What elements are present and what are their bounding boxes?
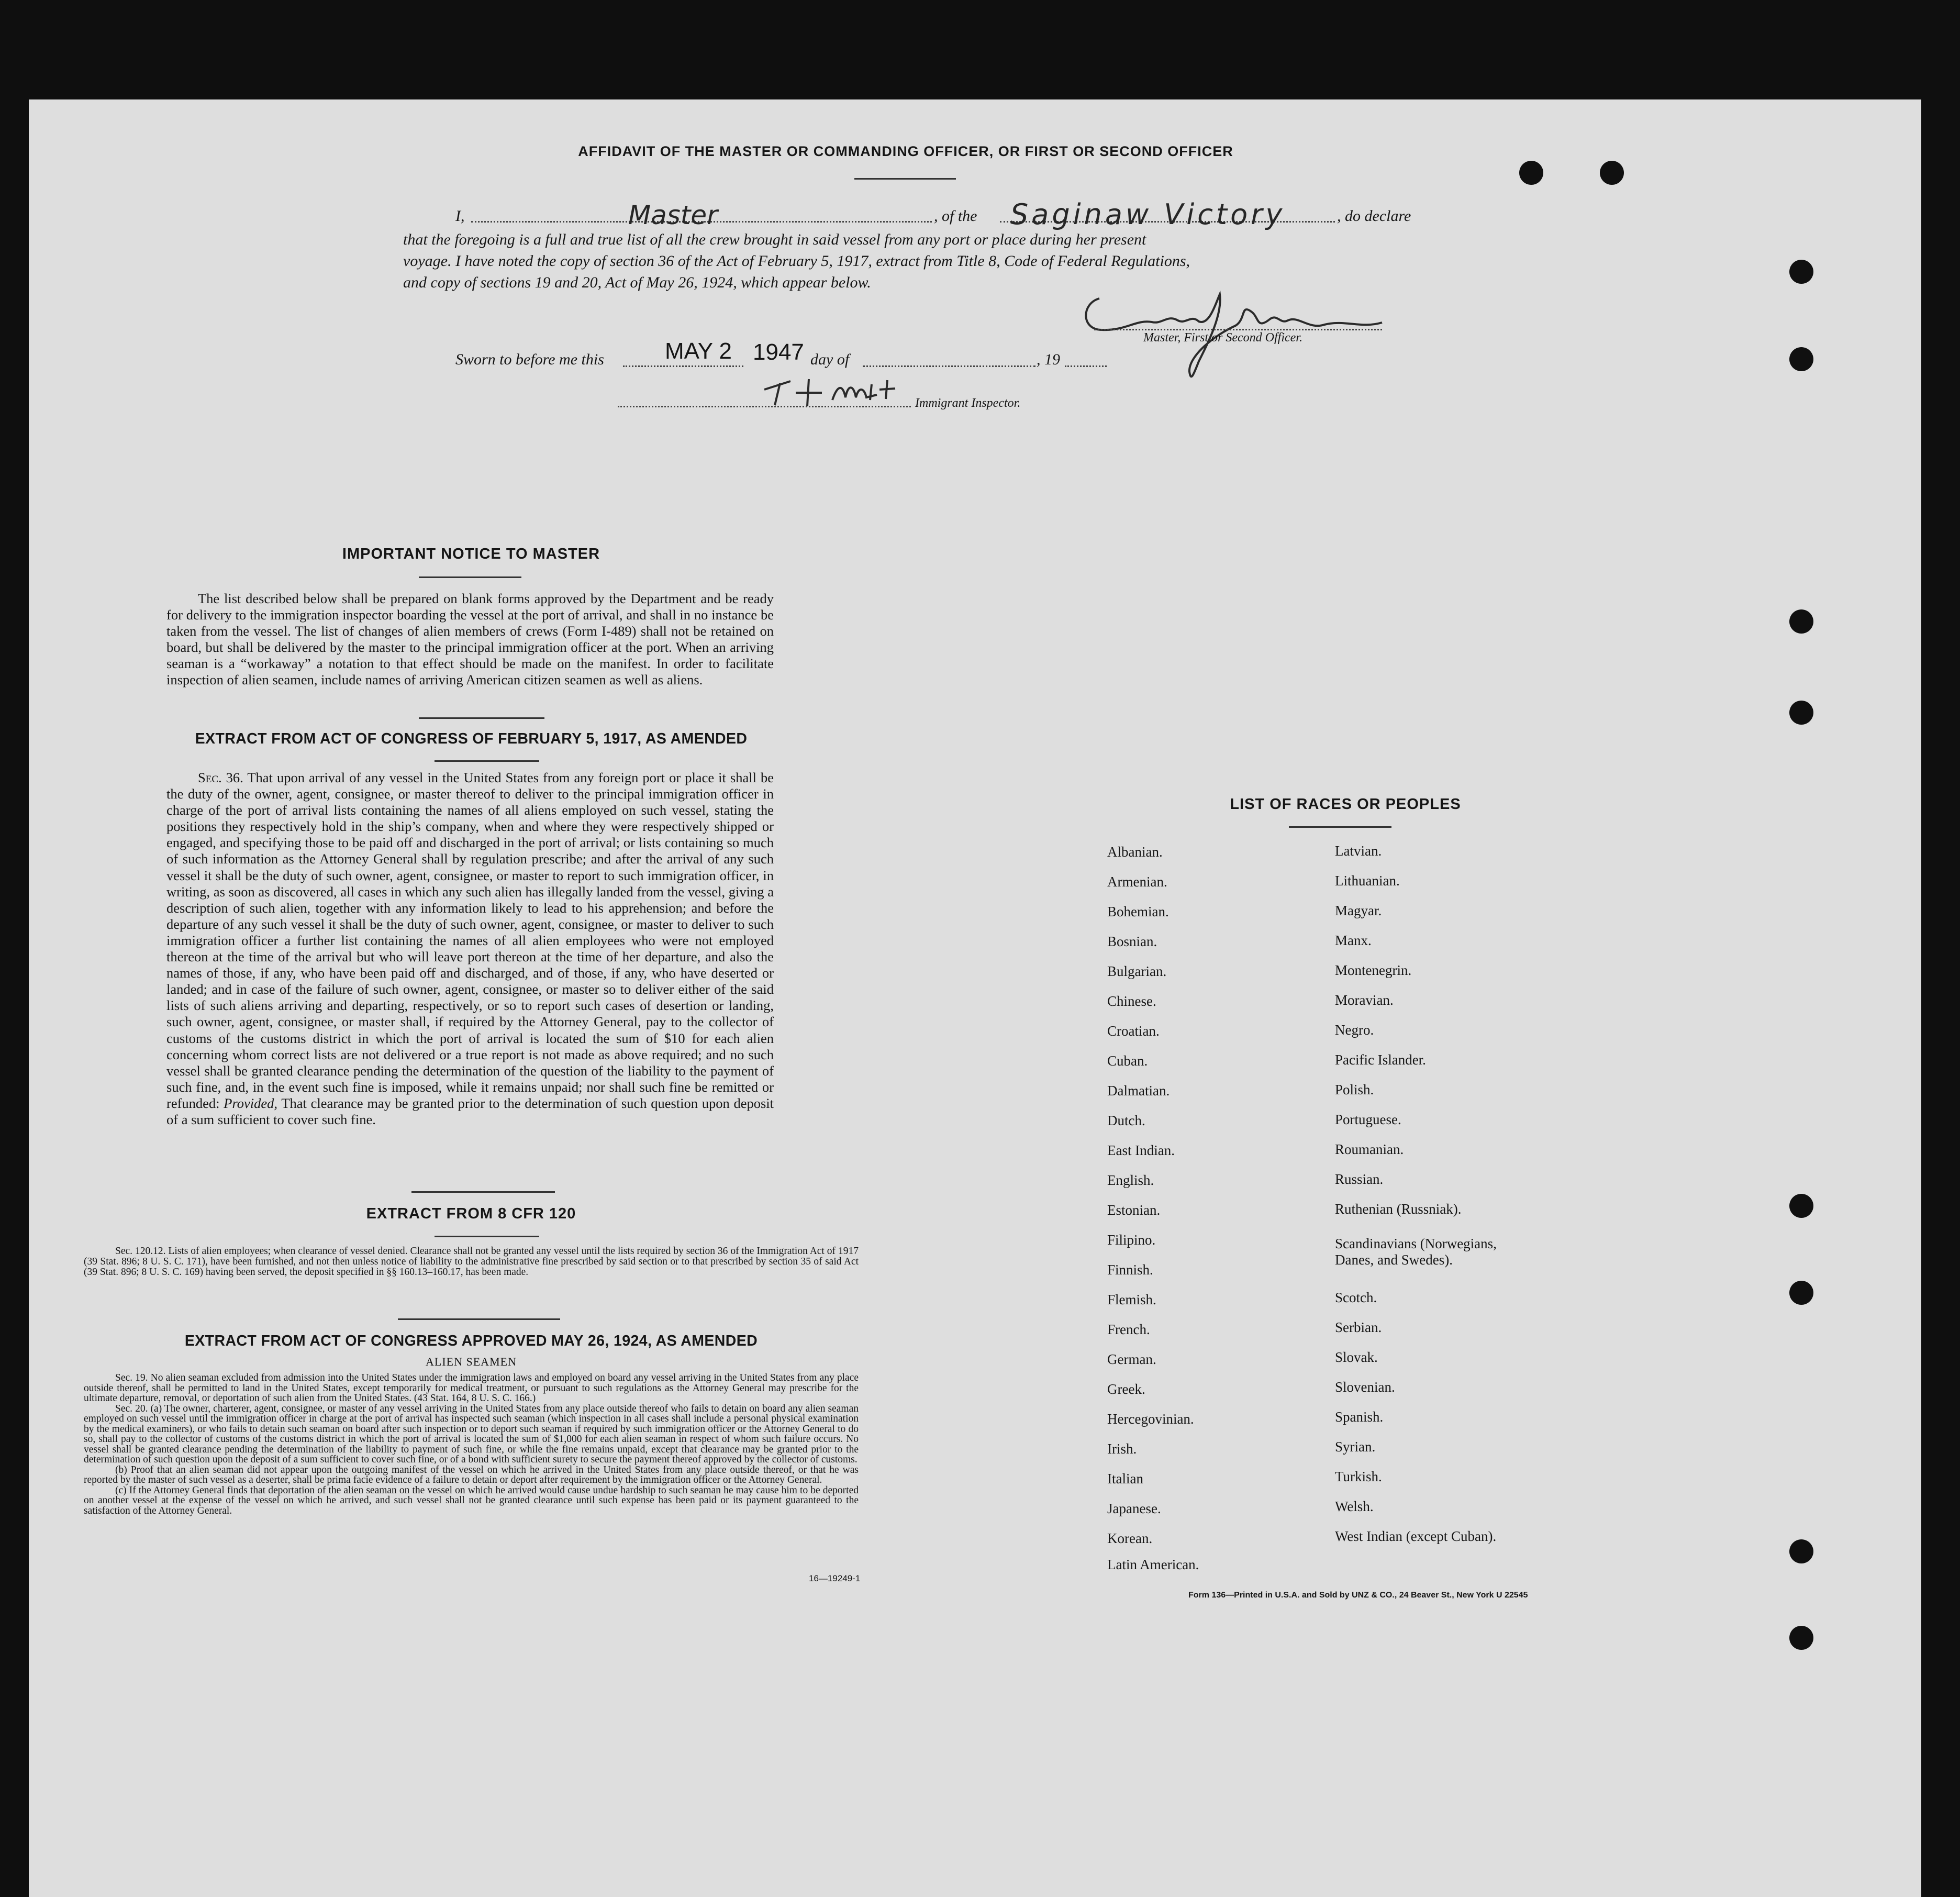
- race-item: Armenian.: [1107, 874, 1167, 890]
- race-item: Latvian.: [1335, 843, 1382, 859]
- race-item: Portuguese.: [1335, 1112, 1401, 1127]
- section-20b-text: (b) Proof that an alien seaman did not appear upon the outgoing manifest of the vessel on which he arrived in the United States from any place outside thereof, or that he was reported by the master of such vessel as a deserter, shall be prima facie evidence of a failure to detain or deport after requirement by the immigration officer or the Attorney General.: [84, 1464, 859, 1485]
- race-item: Greek.: [1107, 1381, 1145, 1397]
- punch-hole: [1789, 347, 1813, 371]
- month-field: [863, 365, 1035, 367]
- race-item: Scandinavians (Norwegians,: [1335, 1236, 1497, 1251]
- section-20c-text: (c) If the Attorney General finds that deportation of the alien seaman on the vessel on which he arrived would cause undue hardship to such seaman he may cause him to be deported on another vessel at the expense of the vessel on which he arrived, and such vessel shall not be granted clearance until such expense has been paid or its payment guaranteed to the satisfaction of the Attorney General.: [84, 1484, 859, 1516]
- punch-hole: [1519, 161, 1543, 185]
- race-item: Flemish.: [1107, 1292, 1156, 1307]
- races-title: LIST OF RACES OR PEOPLES: [1230, 796, 1461, 813]
- race-item: Latin American.: [1107, 1557, 1199, 1572]
- race-item: East Indian.: [1107, 1142, 1175, 1158]
- provided-label: Provided,: [224, 1095, 278, 1111]
- race-item: Lithuanian.: [1335, 873, 1400, 889]
- declaration-body-2: voyage. I have noted the copy of section 36 of the Act of February 5, 1917, extract from Title 8, Code of Federal Regulations,: [403, 252, 1190, 270]
- year-field: [1065, 365, 1107, 367]
- race-item: Hercegovinian.: [1107, 1411, 1194, 1427]
- stamp-date: MAY 2: [665, 338, 732, 364]
- declaration-line: [455, 198, 1413, 231]
- race-item: Croatian.: [1107, 1023, 1160, 1039]
- extract-1917-title: EXTRACT FROM ACT OF CONGRESS OF FEBRUARY 5, 1917, AS AMENDED: [195, 730, 748, 747]
- race-item: Cuban.: [1107, 1053, 1148, 1069]
- race-item: Welsh.: [1335, 1499, 1374, 1514]
- race-item: Irish.: [1107, 1441, 1137, 1457]
- divider: [419, 717, 544, 719]
- day-of-label: day of: [810, 351, 850, 368]
- affidavit-title: AFFIDAVIT OF THE MASTER OR COMMANDING OFFICER, OR FIRST OR SECOND OFFICER: [578, 143, 1233, 159]
- declaration-body-3: and copy of sections 19 and 20, Act of May 26, 1924, which appear below.: [403, 274, 871, 291]
- race-item: Negro.: [1335, 1022, 1374, 1038]
- punch-hole: [1789, 260, 1813, 284]
- signature-line: [1094, 329, 1382, 330]
- race-item: Moravian.: [1335, 992, 1394, 1008]
- race-item: Syrian.: [1335, 1439, 1376, 1455]
- do-declare-label: , do declare: [1337, 207, 1411, 225]
- section-19-text: Sec. 19. No alien seaman excluded from admission into the United States under the immigration laws and employed on board any vessel arriving in the United States from any place outside thereof, shall be permitted to land in the United States, except temporarily for medical treatment, or pursuant to such regulations as the Attorney General may prescribe for the ultimate departure, removal, or deportation of such alien from the United States. (43 Stat. 164, 8 U. S. C. 166.): [84, 1372, 859, 1404]
- race-item: French.: [1107, 1322, 1150, 1337]
- race-item: Turkish.: [1335, 1469, 1382, 1484]
- race-item: Chinese.: [1107, 993, 1156, 1009]
- race-item: Dalmatian.: [1107, 1083, 1170, 1099]
- race-item: Dutch.: [1107, 1113, 1145, 1128]
- race-item: Japanese.: [1107, 1501, 1161, 1516]
- section-36-end: That clearance may be granted prior to the determination of such question upon deposit of a sum sufficient to cover such fine.: [166, 1095, 774, 1127]
- race-item: Russian.: [1335, 1171, 1384, 1187]
- punch-hole: [1789, 609, 1813, 634]
- section-36-label: Sec. 36.: [198, 770, 243, 785]
- form-number-left: 16—19249-1: [809, 1573, 861, 1583]
- divider: [419, 576, 521, 578]
- signature-caption: Master, First or Second Officer.: [1143, 331, 1302, 345]
- race-item: Manx.: [1335, 933, 1372, 948]
- race-item: West Indian (except Cuban).: [1335, 1528, 1497, 1544]
- sworn-line: [455, 338, 1115, 374]
- punch-hole: [1789, 1281, 1813, 1305]
- race-item: Bulgarian.: [1107, 963, 1167, 979]
- punch-hole: [1789, 1626, 1813, 1650]
- sworn-prefix: Sworn to before me this: [455, 351, 604, 368]
- race-item: Spanish.: [1335, 1409, 1384, 1425]
- notice-title: IMPORTANT NOTICE TO MASTER: [342, 546, 600, 562]
- notice-body: The list described below shall be prepared on blank forms approved by the Department and be ready for delivery to the immigration inspector boarding the vessel at the port of arrival, and shall in no instance be taken from the vessel. The list of changes of alien members of crews (Form I-489) shall not be retained on board, but shall be delivered by the master to the principal immigration officer at the port. When an arriving seaman is a “workaway” a notation to that effect should be made on the manifest. In order to facilitate inspection of alien seamen, include names of arriving American citizen seamen as well as aliens.: [166, 591, 774, 687]
- race-item: Slovak.: [1335, 1349, 1378, 1365]
- race-item: Ruthenian (Russniak).: [1335, 1201, 1462, 1217]
- race-item: Serbian.: [1335, 1319, 1382, 1335]
- printer-footer: Form 136—Printed in U.S.A. and Sold by UNZ & CO., 24 Beaver St., New York U 22545: [1188, 1591, 1528, 1600]
- divider: [398, 1318, 560, 1320]
- declaration-body-1: that the foregoing is a full and true list of all the crew brought in said vessel from any port or place during her present: [403, 231, 1146, 248]
- section-36-text: That upon arrival of any vessel in the United States from any foreign port or place it shall be the duty of the owner, agent, consignee, or master thereof to deliver to the principal immigration officer in charge of the port of arrival lists containing the names of all aliens employed on such vessel, stating the positions they respectively hold in the ship’s company, when and where they were respectively shipped or engaged, and specifying those to be paid off and discharged in the port of arrival; or lists containing so much of such information as the Attorney General shall by regulation prescribe; and after the arrival of any such vessel it shall be the duty of such owner, agent, consignee, or master to report to such immigration officer, in writing, as soon as discovered, all cases in which any such alien has illegally landed from the vessel, giving a description of such alien, together with any information likely to lead to his apprehension; and before the departure of any such vessel it shall be the duty of such owner, agent, consignee, or master to deliver to such immigration officer a further list containing the names of all alien employees who were not employed thereon at the time of the arrival but who will leave port thereon at the time of her departure, and also the names of those, if any, who have been paid off and discharged, and of those, if any, who have deserted or landed; and in case of the failure of such owner, agent, consignee, or master so to deliver either of the said lists of such aliens arriving and departing, respectively, or so to report such cases of desertion or landing, such owner, agent, consignee, or master shall, if required by the Attorney General, pay to the collector of customs of the customs district in which the port of arrival is located the sum of $10 for each alien concerning whom correct lists are not delivered or a true report is not made as above required; and no such vessel shall be granted clearance pending the determination of the question of the liability to the payment of such fine, and, in the event such fine is imposed, while it remains unpaid; nor shall such fine be remitted or refunded:: [166, 770, 774, 1111]
- stamp-year: 1947: [753, 339, 804, 365]
- race-item: Filipino.: [1107, 1232, 1156, 1248]
- inspector-signature: [759, 374, 911, 411]
- vessel-name-handwriting: Saginaw Victory: [1010, 198, 1286, 231]
- race-item: Estonian.: [1107, 1202, 1161, 1218]
- race-item: Finnish.: [1107, 1262, 1153, 1278]
- cfr-body: Sec. 120.12. Lists of alien employees; when clearance of vessel denied. Clearance shall not be granted any vessel until the lists required by section 36 of the Immigration Act of 1917 (39 Stat. 896; 8 U. S. C. 171), have been furnished, and not then unless notice of liability to the administrative fine prescribed by said section or to that prescribed by section 35 of said Act (39 Stat. 896; 8 U. S. C. 169) having been served, the deposit specified in §§ 160.13–160.17, has been made.: [84, 1246, 859, 1278]
- divider: [411, 1191, 555, 1193]
- punch-hole: [1789, 701, 1813, 725]
- race-item: Slovenian.: [1335, 1379, 1395, 1395]
- divider: [1289, 826, 1391, 828]
- extract-1924-subtitle: ALIEN SEAMEN: [426, 1355, 517, 1368]
- of-the-label: , of the: [934, 207, 977, 225]
- extract-1924-title: EXTRACT FROM ACT OF CONGRESS APPROVED MAY 26, 1924, AS AMENDED: [184, 1333, 758, 1349]
- punch-hole: [1600, 161, 1624, 185]
- race-item: Bohemian.: [1107, 904, 1169, 919]
- year-prefix: , 19: [1037, 351, 1060, 368]
- race-item: Albanian.: [1107, 844, 1163, 860]
- divider: [435, 1236, 539, 1237]
- race-item: Pacific Islander.: [1335, 1052, 1426, 1068]
- extract-1917-body: [166, 770, 774, 1128]
- race-item: Montenegrin.: [1335, 962, 1412, 978]
- declarant-prefix: I,: [455, 207, 465, 225]
- race-item: Bosnian.: [1107, 934, 1157, 949]
- race-item: Magyar.: [1335, 903, 1382, 918]
- divider: [854, 178, 956, 180]
- sworn-date-field: [623, 365, 743, 367]
- extract-1924-body: [84, 1373, 859, 1516]
- race-item: Korean.: [1107, 1530, 1153, 1546]
- cfr-title: EXTRACT FROM 8 CFR 120: [366, 1205, 576, 1222]
- race-item: Scotch.: [1335, 1290, 1377, 1305]
- race-item: Danes, and Swedes).: [1335, 1252, 1453, 1268]
- punch-hole: [1789, 1194, 1813, 1218]
- race-item: Roumanian.: [1335, 1141, 1404, 1157]
- section-20a-text: Sec. 20. (a) The owner, charterer, agent, consignee, or master of any vessel arriving in the United States from any place outside thereof who fails to detain on board any alien seaman employed on such vessel until the immigration officer in charge at the port of arrival has inspected such seaman (which inspection in all cases shall include a personal physical examination by the medical examiners), or who fails to detain such seaman on board after such inspection or to deport such seaman if required by such immigration officer or the Attorney General to do so, shall pay to the collector of customs of the customs district in which the port of arrival is located the sum of $1,000 for each alien seaman in respect of whom such failure occurs. No vessel shall be granted clearance pending the determination of the liability to payment of such fine, or while the fine remains unpaid, except that clearance may be granted prior to the determination of such question upon the deposit of a sum sufficient to cover such fine, or of a bond with sufficient surety to secure the payment thereof approved by the collector of customs.: [84, 1403, 859, 1465]
- race-item: German.: [1107, 1351, 1156, 1367]
- race-item: Polish.: [1335, 1082, 1374, 1097]
- inspector-caption: Immigrant Inspector.: [915, 396, 1021, 410]
- punch-hole: [1789, 1539, 1813, 1563]
- race-item: Italian: [1107, 1471, 1143, 1486]
- declarant-name-handwriting: Master: [628, 200, 718, 230]
- race-item: English.: [1107, 1172, 1154, 1188]
- divider: [435, 760, 539, 762]
